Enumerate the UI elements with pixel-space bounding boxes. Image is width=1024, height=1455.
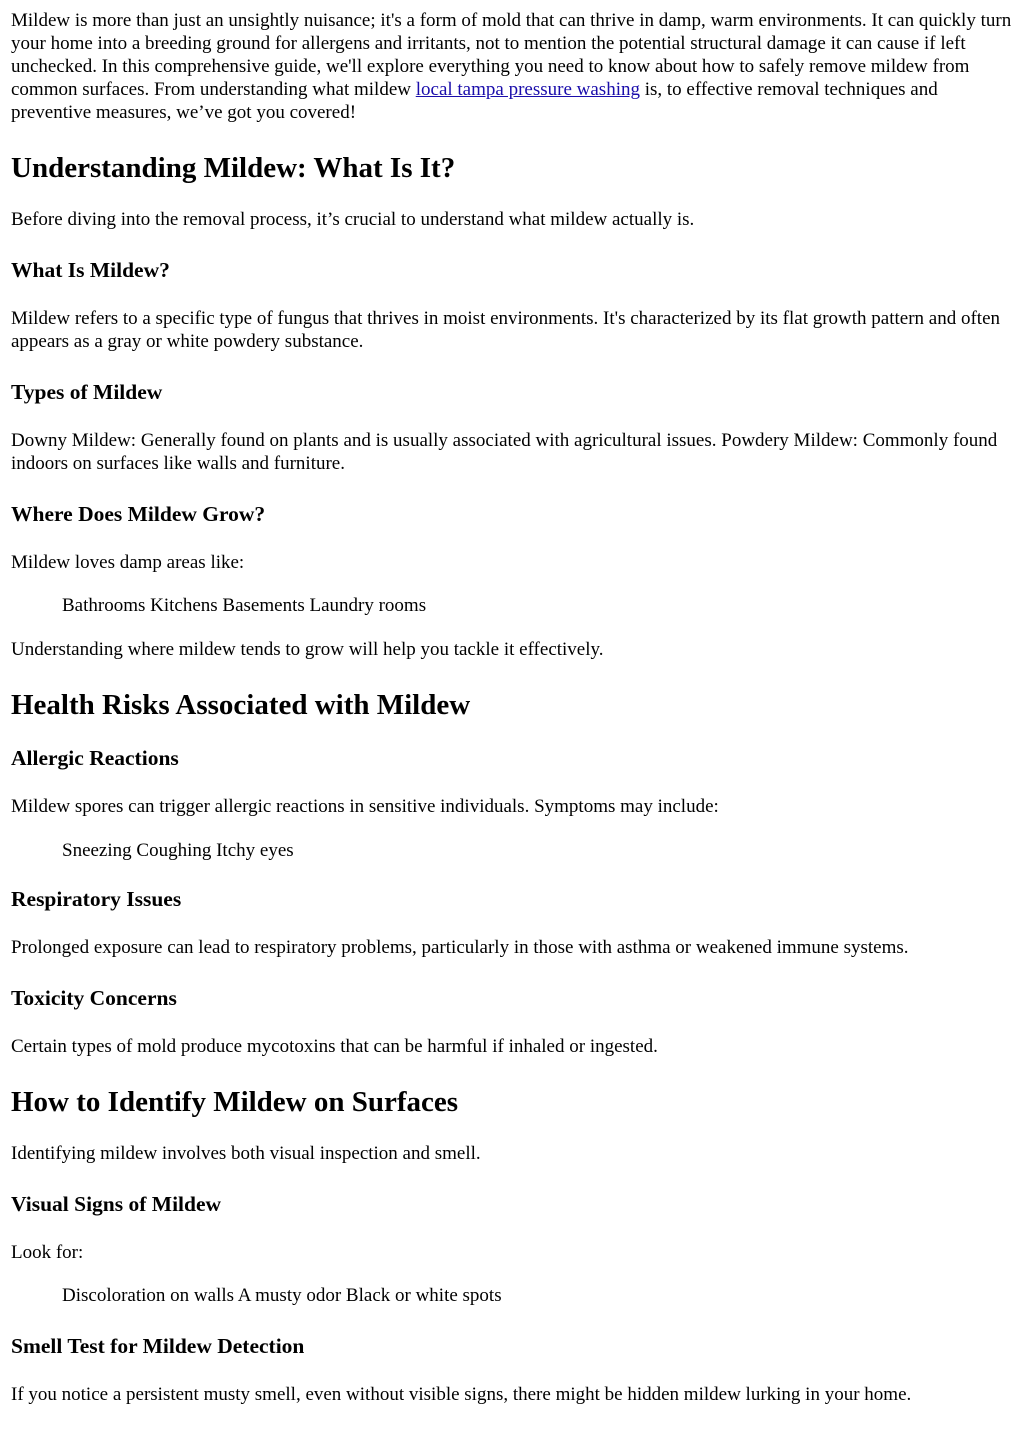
- where-mildew-grows-list: Bathrooms Kitchens Basements Laundry rooms: [62, 595, 427, 616]
- heading-what-is-mildew: What Is Mildew?: [11, 258, 170, 282]
- allergic-reactions-text: Mildew spores can trigger allergic reactions in sensitive individuals. Symptoms may include:: [11, 796, 719, 817]
- intro-text-after-link: is, to effective removal techniques and preventive measures, we’ve got you covered!: [11, 79, 938, 123]
- heading-visual-signs: Visual Signs of Mildew: [11, 1192, 222, 1216]
- types-of-mildew-text: Downy Mildew: Generally found on plants and is usually associated with agricultural issues. Powdery Mildew: Commonly found indoors on surfaces like walls and furniture.: [11, 430, 998, 474]
- identify-mildew-intro: Identifying mildew involves both visual inspection and smell.: [11, 1143, 481, 1164]
- allergic-symptoms-list: Sneezing Coughing Itchy eyes: [62, 840, 294, 861]
- section-title-understanding-mildew: Understanding Mildew: What Is It?: [11, 152, 456, 184]
- visual-signs-text: Look for:: [11, 1242, 84, 1263]
- heading-where-mildew-grows: Where Does Mildew Grow?: [11, 502, 266, 526]
- intro-paragraph: [11, 9, 1012, 124]
- local-tampa-pressure-washing-link[interactable]: local tampa pressure washing: [415, 79, 640, 100]
- understanding-intro: Before diving into the removal process, it’s crucial to understand what mildew actually is.: [11, 209, 695, 230]
- heading-allergic-reactions: Allergic Reactions: [11, 746, 179, 770]
- smell-test-text: If you notice a persistent musty smell, even without visible signs, there might be hidden mildew lurking in your home.: [11, 1384, 912, 1405]
- heading-respiratory-issues: Respiratory Issues: [11, 887, 182, 911]
- toxicity-concerns-text: Certain types of mold produce mycotoxins that can be harmful if inhaled or ingested.: [11, 1036, 658, 1057]
- heading-toxicity-concerns: Toxicity Concerns: [11, 986, 177, 1010]
- visual-signs-list: Discoloration on walls A musty odor Black or white spots: [62, 1285, 502, 1306]
- article: [0, 9, 1024, 1406]
- section-title-health-risks: Health Risks Associated with Mildew: [11, 689, 471, 721]
- heading-types-of-mildew: Types of Mildew: [11, 380, 163, 404]
- respiratory-issues-text: Prolonged exposure can lead to respiratory problems, particularly in those with asthma or weakened immune systems.: [11, 937, 909, 958]
- intro-text-before-link: Mildew is more than just an unsightly nuisance; it's a form of mold that can thrive in damp, warm environments. It can quickly turn your home into a breeding ground for allergens and irritants, not to mention the potential structural damage it can cause if left unchecked. In this comprehensive guide, we'll explore everything you need to know about how to safely remove mildew from common surfaces. From understanding what mildew: [11, 10, 1012, 100]
- what-is-mildew-text: Mildew refers to a specific type of fungus that thrives in moist environments. It's characterized by its flat growth pattern and often appears as a gray or white powdery substance.: [11, 308, 1001, 352]
- heading-smell-test: Smell Test for Mildew Detection: [11, 1334, 305, 1358]
- where-mildew-grows-outro: Understanding where mildew tends to grow will help you tackle it effectively.: [11, 639, 604, 660]
- section-title-identify-mildew: How to Identify Mildew on Surfaces: [11, 1086, 459, 1118]
- where-mildew-grows-text: Mildew loves damp areas like:: [11, 552, 245, 573]
